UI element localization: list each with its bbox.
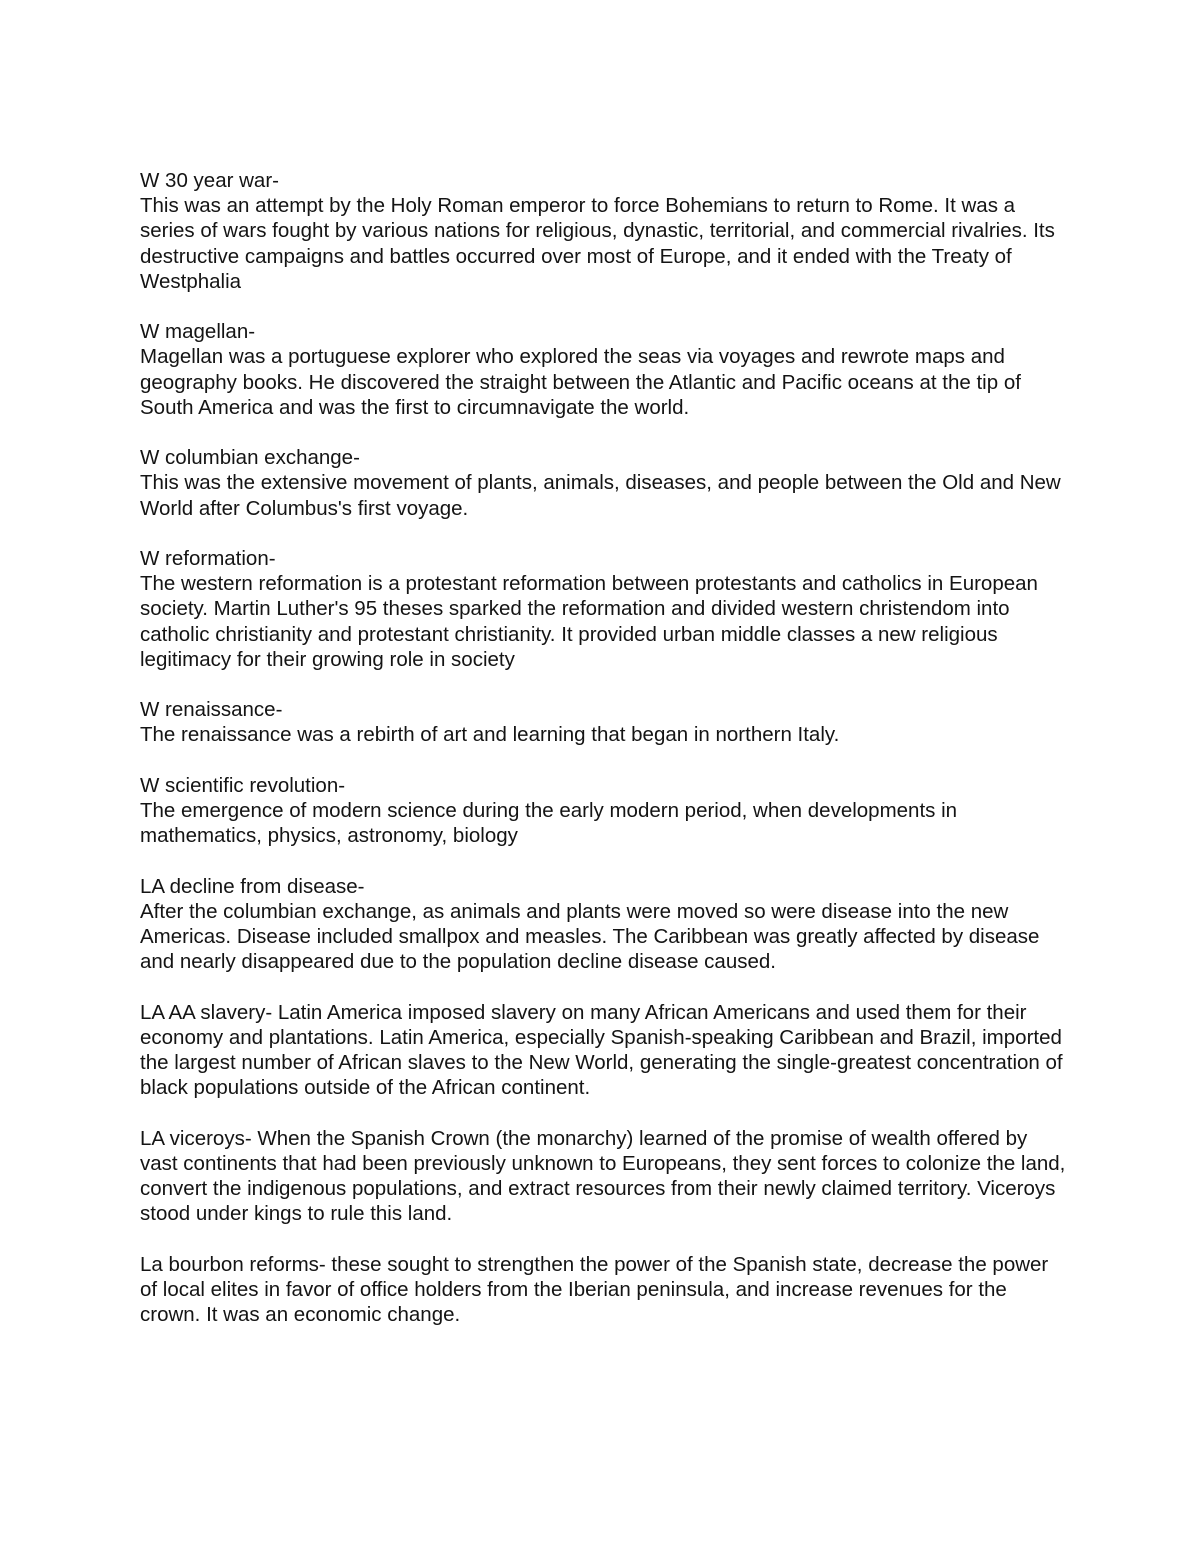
entry-body: This was the extensive movement of plants, animals, diseases, and people between the Old and New World after Columbus's first voyage. [140, 471, 1061, 520]
paragraph-text: LA viceroys- When the Spanish Crown (the monarchy) learned of the promise of wealth offered by vast continents that had been previously unknown to Europeans, they sent forces to colonize the land, convert the indigenous populations, and extract resources from their newly claimed territory. Viceroys stood under kings to rule this land. [140, 1126, 1066, 1226]
paragraph-aa-slavery [140, 1000, 1070, 1101]
paragraph-viceroys [140, 1126, 1070, 1227]
entry-magellan [140, 319, 1070, 420]
entry-body: Magellan was a portuguese explorer who explored the seas via voyages and rewrote maps and geography books. He discovered the straight between the Atlantic and Pacific oceans at the tip of South America and was the first to circumnavigate the world. [140, 345, 1021, 419]
entry-heading: W 30 year war- [140, 169, 279, 192]
entry-scientific-revolution [140, 773, 1070, 849]
entry-reformation [140, 546, 1070, 672]
document-page [140, 168, 1070, 1352]
entry-heading: LA decline from disease- [140, 874, 365, 898]
paragraph-text: La bourbon reforms- these sought to strengthen the power of the Spanish state, decrease the power of local elites in favor of office holders from the Iberian peninsula, and increase revenues for the crown. It was an economic change. [140, 1252, 1049, 1326]
entry-body: The emergence of modern science during the early modern period, when developments in mathematics, physics, astronomy, biology [140, 799, 958, 848]
entry-heading: W columbian exchange- [140, 446, 360, 470]
entry-columbian-exchange [140, 445, 1070, 521]
paragraph-text: LA AA slavery- Latin America imposed slavery on many African Americans and used them for their economy and plantations. Latin America, especially Spanish-speaking Caribbean and Brazil, imported the largest number of African slaves to the New World, generating the single-greatest concentration of black populations outside of the African continent. [140, 1000, 1063, 1100]
entry-body: The renaissance was a rebirth of art and learning that began in northern Italy. [140, 723, 840, 747]
entry-heading: W renaissance- [140, 698, 283, 722]
entry-body: After the columbian exchange, as animals and plants were moved so were disease into the new Americas. Disease included smallpox and measles. The Caribbean was greatly affected by disease and nearly disappeared due to the population decline disease caused. [140, 899, 1040, 974]
paragraph-bourbon-reforms [140, 1252, 1070, 1328]
entry-heading: W scientific revolution- [140, 773, 346, 797]
entry-renaissance [140, 697, 1070, 747]
entry-body: This was an attempt by the Holy Roman emperor to force Bohemians to return to Rome. It was a series of wars fought by various nations for religious, dynastic, territorial, and commercial rivalries. Its destructive campaigns and battles occurred over most of Europe, and it ended with the Treaty of Westphalia [140, 194, 1055, 293]
entry-30-year-war [140, 168, 1070, 294]
entry-heading: W reformation- [140, 547, 276, 570]
entry-heading: W magellan- [140, 320, 256, 344]
entry-body: The western reformation is a protestant reformation between protestants and catholics in European society. Martin Luther's 95 theses sparked the reformation and divided western christendom into catholic christianity and protestant christianity. It provided urban middle classes a new religious legitimacy for their growing role in society [140, 572, 1038, 671]
entry-decline-from-disease [140, 874, 1070, 975]
